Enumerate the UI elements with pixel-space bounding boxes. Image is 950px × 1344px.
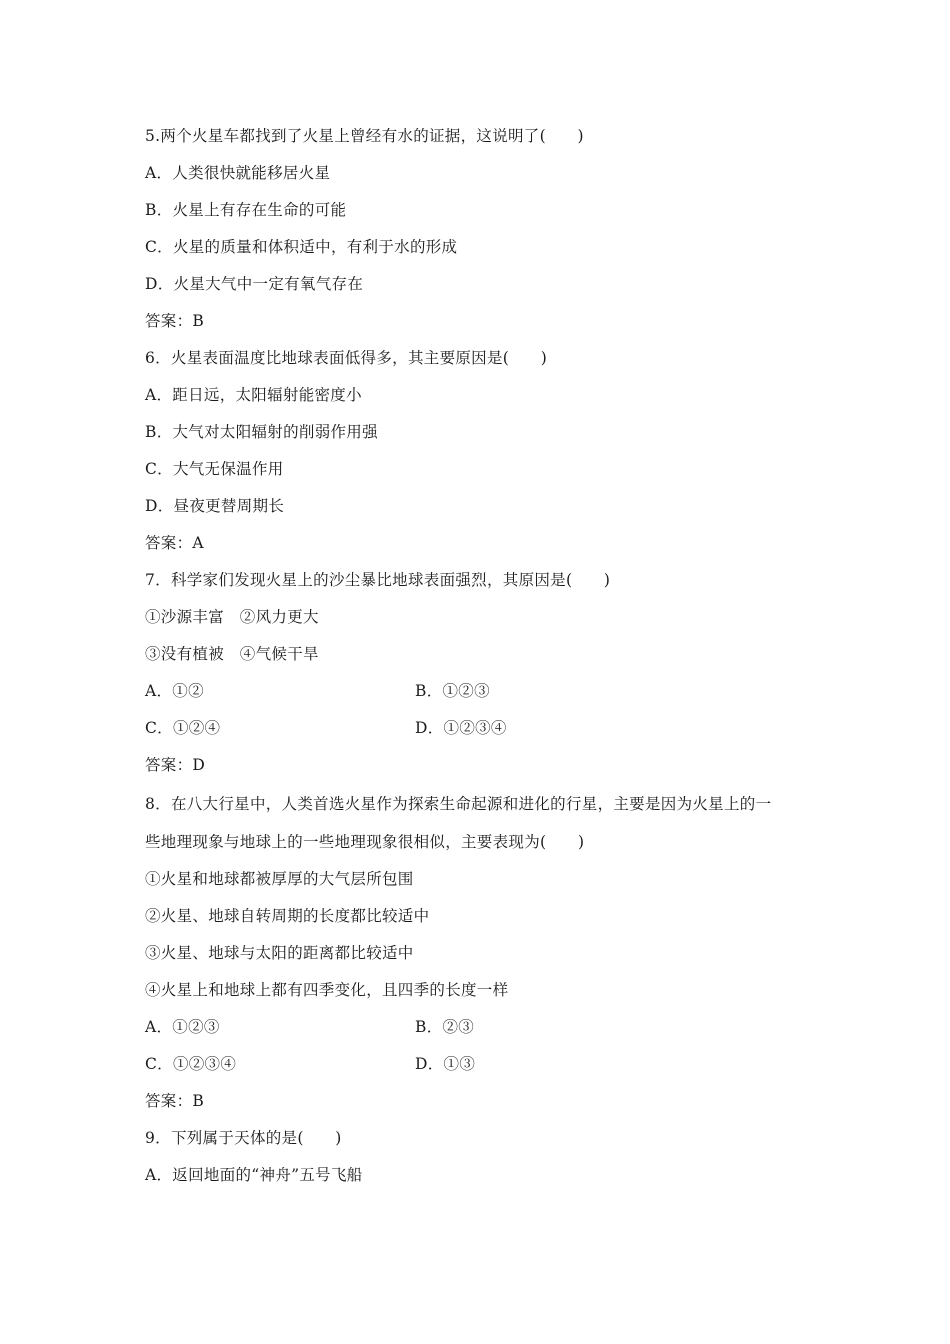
question-7-option-c: C．①②④ <box>145 719 221 737</box>
question-6-option-d: D．昼夜更替周期长 <box>145 497 285 515</box>
question-5-answer: 答案：B <box>145 312 205 330</box>
question-8-options-row-2 <box>145 1046 825 1083</box>
question-7-item-1: ①沙源丰富 ②风力更大 <box>145 608 319 626</box>
question-6-answer: 答案：A <box>145 534 204 552</box>
document-page <box>145 118 825 1194</box>
question-8-stem-line-2: 些地理现象与地球上的一些地理现象很相似，主要表现为( ) <box>145 833 585 851</box>
question-5-option-b: B．火星上有存在生命的可能 <box>145 201 347 219</box>
question-8-option-d: D．①③ <box>415 1055 476 1073</box>
question-8-answer: 答案：B <box>145 1092 205 1110</box>
question-8-item-3: ③火星、地球与太阳的距离都比较适中 <box>145 944 414 962</box>
question-7-option-a: A．①② <box>145 682 204 700</box>
question-7-option-b: B．①②③ <box>415 682 490 700</box>
question-7-answer: 答案：D <box>145 756 206 774</box>
question-8-option-a: A．①②③ <box>145 1018 220 1036</box>
question-9-stem: 9．下列属于天体的是( ) <box>145 1129 342 1147</box>
question-8-options-row-1 <box>145 1009 825 1046</box>
question-5-option-d: D．火星大气中一定有氧气存在 <box>145 275 364 293</box>
question-6-option-c: C．大气无保温作用 <box>145 460 284 478</box>
question-8-option-c: C．①②③④ <box>145 1055 237 1073</box>
question-8-item-4: ④火星上和地球上都有四季变化，且四季的长度一样 <box>145 981 509 999</box>
question-6-option-a: A．距日远，太阳辐射能密度小 <box>145 386 362 404</box>
question-7-options-row-2 <box>145 710 825 747</box>
question-8-item-1: ①火星和地球都被厚厚的大气层所包围 <box>145 870 414 888</box>
question-8-option-b: B．②③ <box>415 1018 475 1036</box>
question-7-option-d: D．①②③④ <box>415 719 507 737</box>
question-7-item-2: ③没有植被 ④气候干旱 <box>145 645 319 663</box>
question-6-stem: 6．火星表面温度比地球表面低得多，其主要原因是( ) <box>145 349 548 367</box>
question-5-option-a: A．人类很快就能移居火星 <box>145 164 331 182</box>
question-8-item-2: ②火星、地球自转周期的长度都比较适中 <box>145 907 430 925</box>
question-7-stem: 7．科学家们发现火星上的沙尘暴比地球表面强烈，其原因是( ) <box>145 571 611 589</box>
question-5-stem: 5.两个火星车都找到了火星上曾经有水的证据，这说明了( ) <box>145 127 584 145</box>
question-7-options-row-1 <box>145 673 825 710</box>
question-5-option-c: C．火星的质量和体积适中，有利于水的形成 <box>145 238 458 256</box>
question-9-option-a: A．返回地面的“神舟”五号飞船 <box>145 1166 363 1184</box>
question-6-option-b: B．大气对太阳辐射的削弱作用强 <box>145 423 378 441</box>
question-8-stem-line-1: 8．在八大行星中，人类首选火星作为探索生命起源和进化的行星，主要是因为火星上的一 <box>145 795 772 813</box>
